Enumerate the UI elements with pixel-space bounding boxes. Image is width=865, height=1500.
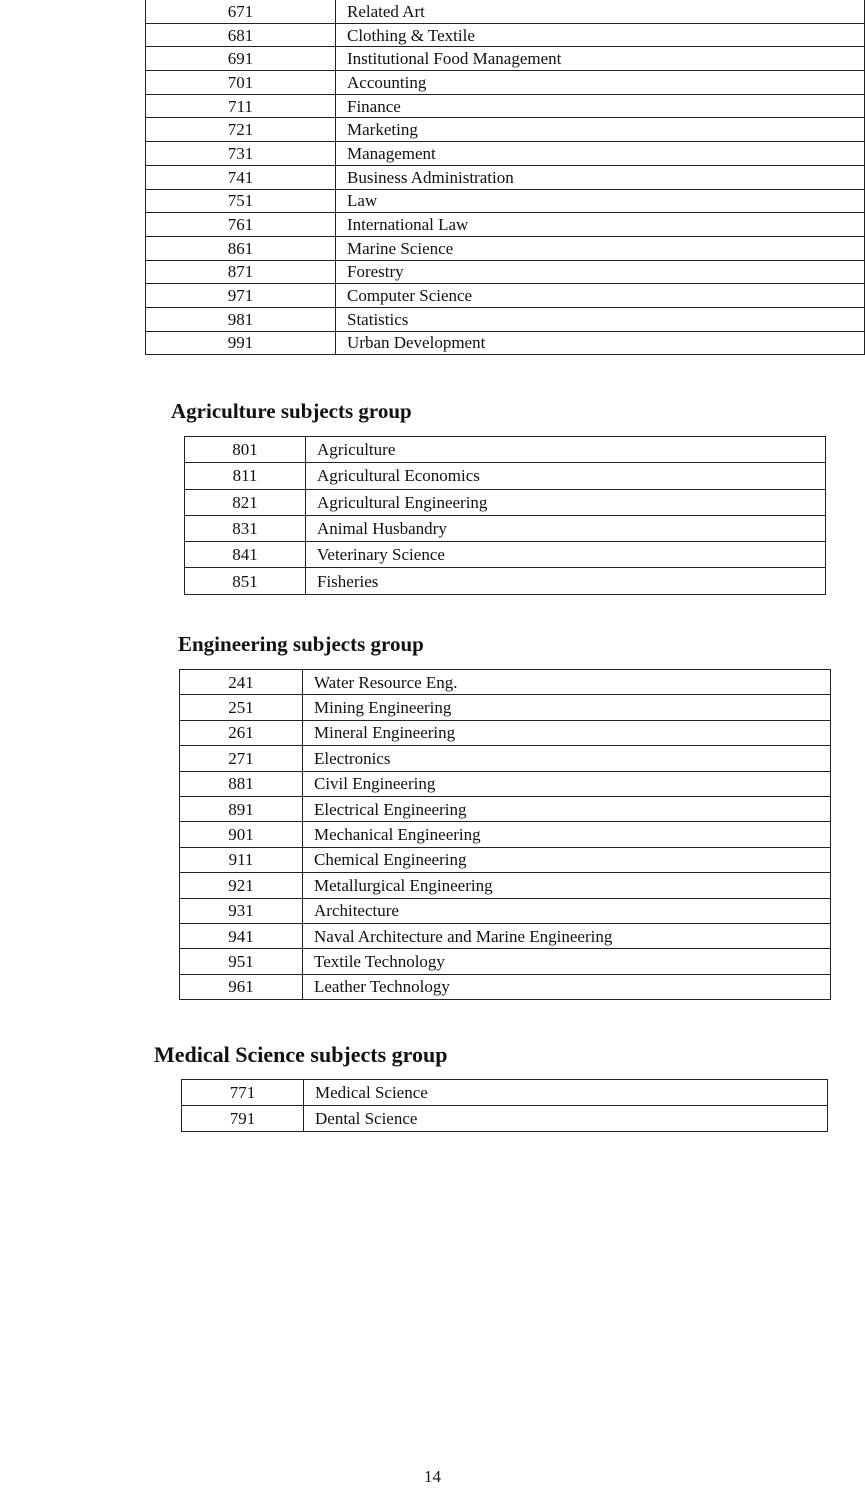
subject-code: 261: [180, 720, 303, 745]
table-row: [146, 165, 865, 189]
general-subjects-table: [145, 0, 865, 355]
subject-name: Veterinary Science: [306, 542, 826, 568]
subject-code: 961: [180, 974, 303, 999]
subject-name: Related Art: [336, 0, 865, 23]
subject-code: 831: [185, 515, 306, 541]
subject-code: 241: [180, 670, 303, 695]
table-row: [180, 974, 831, 999]
subject-name: Finance: [336, 94, 865, 118]
table-row: [146, 47, 865, 71]
subject-code: 871: [146, 260, 336, 284]
agriculture-subjects-table: [184, 436, 826, 595]
subject-code: 931: [180, 898, 303, 923]
subject-code: 851: [185, 568, 306, 594]
subject-code: 701: [146, 71, 336, 95]
subject-code: 711: [146, 94, 336, 118]
table-row: [146, 331, 865, 355]
table-row: [146, 189, 865, 213]
subject-name: Civil Engineering: [303, 771, 831, 796]
subject-name: Accounting: [336, 71, 865, 95]
subject-name: Mineral Engineering: [303, 720, 831, 745]
agriculture-group-heading: Agriculture subjects group: [171, 399, 412, 423]
subject-code: 911: [180, 847, 303, 872]
table-row: [146, 260, 865, 284]
subject-name: Computer Science: [336, 284, 865, 308]
subject-name: Mechanical Engineering: [303, 822, 831, 847]
table-row: [180, 796, 831, 821]
subject-code: 991: [146, 331, 336, 355]
subject-code: 801: [185, 437, 306, 463]
subject-code: 821: [185, 489, 306, 515]
subject-code: 921: [180, 873, 303, 898]
subject-code: 791: [182, 1106, 304, 1132]
subject-code: 951: [180, 949, 303, 974]
subject-name: Management: [336, 142, 865, 166]
table-row: [146, 236, 865, 260]
medical-science-subjects-table: [181, 1079, 828, 1132]
engineering-subjects-table: [179, 669, 831, 1000]
table-row: [180, 847, 831, 872]
table-row: [146, 213, 865, 237]
subject-name: Mining Engineering: [303, 695, 831, 720]
table-row: [180, 720, 831, 745]
table-row: [146, 118, 865, 142]
table-row: [146, 94, 865, 118]
table-row: [180, 771, 831, 796]
subject-name: Dental Science: [304, 1106, 828, 1132]
table-row: [146, 142, 865, 166]
subject-code: 741: [146, 165, 336, 189]
subject-name: Fisheries: [306, 568, 826, 594]
table-row: [180, 923, 831, 948]
table-row: [146, 307, 865, 331]
subject-code: 691: [146, 47, 336, 71]
subject-name: Statistics: [336, 307, 865, 331]
subject-name: Agriculture: [306, 437, 826, 463]
table-row: [180, 949, 831, 974]
subject-code: 901: [180, 822, 303, 847]
subject-code: 721: [146, 118, 336, 142]
subject-name: Chemical Engineering: [303, 847, 831, 872]
subject-name: Metallurgical Engineering: [303, 873, 831, 898]
subject-code: 811: [185, 463, 306, 489]
subject-code: 981: [146, 307, 336, 331]
subject-name: Water Resource Eng.: [303, 670, 831, 695]
subject-name: Clothing & Textile: [336, 23, 865, 47]
table-row: [180, 746, 831, 771]
subject-name: Forestry: [336, 260, 865, 284]
subject-name: Leather Technology: [303, 974, 831, 999]
subject-code: 681: [146, 23, 336, 47]
subject-code: 771: [182, 1080, 304, 1106]
subject-name: Medical Science: [304, 1080, 828, 1106]
table-row: [185, 515, 826, 541]
table-row: [182, 1106, 828, 1132]
table-row: [180, 670, 831, 695]
subject-name: Institutional Food Management: [336, 47, 865, 71]
table-row: [182, 1080, 828, 1106]
subject-name: Naval Architecture and Marine Engineering: [303, 923, 831, 948]
subject-code: 891: [180, 796, 303, 821]
table-row: [180, 695, 831, 720]
table-row: [146, 23, 865, 47]
table-row: [185, 568, 826, 594]
subject-name: Agricultural Economics: [306, 463, 826, 489]
subject-code: 761: [146, 213, 336, 237]
subject-name: International Law: [336, 213, 865, 237]
subject-name: Animal Husbandry: [306, 515, 826, 541]
table-row: [185, 489, 826, 515]
table-row: [180, 898, 831, 923]
subject-name: Marketing: [336, 118, 865, 142]
subject-name: Architecture: [303, 898, 831, 923]
table-row: [180, 873, 831, 898]
engineering-group-heading: Engineering subjects group: [178, 632, 424, 656]
subject-code: 971: [146, 284, 336, 308]
subject-name: Agricultural Engineering: [306, 489, 826, 515]
table-row: [185, 463, 826, 489]
table-row: [185, 437, 826, 463]
table-row: [146, 284, 865, 308]
subject-code: 751: [146, 189, 336, 213]
subject-code: 251: [180, 695, 303, 720]
subject-name: Electrical Engineering: [303, 796, 831, 821]
subject-name: Law: [336, 189, 865, 213]
subject-name: Textile Technology: [303, 949, 831, 974]
subject-name: Business Administration: [336, 165, 865, 189]
subject-code: 861: [146, 236, 336, 260]
subject-code: 941: [180, 923, 303, 948]
subject-name: Marine Science: [336, 236, 865, 260]
table-row: [146, 71, 865, 95]
subject-code: 841: [185, 542, 306, 568]
subject-code: 271: [180, 746, 303, 771]
table-row: [185, 542, 826, 568]
table-row: [146, 0, 865, 23]
page-number: 14: [424, 1467, 441, 1486]
subject-code: 881: [180, 771, 303, 796]
subject-code: 731: [146, 142, 336, 166]
medical-science-group-heading: Medical Science subjects group: [154, 1042, 448, 1067]
table-row: [180, 822, 831, 847]
subject-name: Urban Development: [336, 331, 865, 355]
subject-code: 671: [146, 0, 336, 23]
subject-name: Electronics: [303, 746, 831, 771]
